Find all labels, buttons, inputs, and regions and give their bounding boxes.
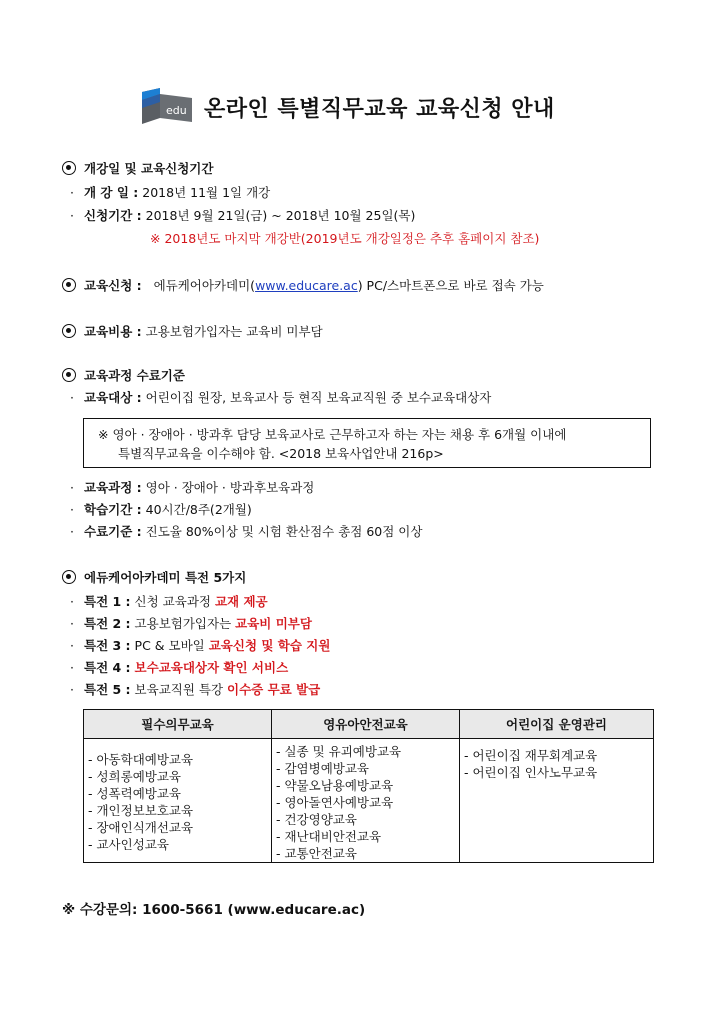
course-row: · 교육과정 : 영아 · 장애아 · 방과후보육과정: [70, 480, 315, 495]
column-header: 어린이집 운영관리: [460, 710, 654, 739]
list-item: - 아동학대예방교육: [88, 752, 194, 767]
apply-period-row: · 신청기간 : 2018년 9월 21일(금) ~ 2018년 10월 25일(목): [70, 208, 416, 223]
criteria-note-box: [83, 418, 651, 468]
table-row: [84, 739, 654, 863]
benefit-item: · 특전 1 : 신청 교육과정 교재 제공: [70, 594, 268, 609]
edu-logo: [140, 88, 194, 126]
list-item: - 어린이집 인사노무교육: [464, 765, 598, 780]
schedule-note: ※ 2018년도 마지막 개강반(2019년도 개강일정은 추후 홈페이지 참조): [150, 231, 540, 246]
table-cell-management: [460, 739, 654, 863]
target-row: · 교육대상 : 어린이집 원장, 보육교사 등 현직 보육교직원 중 보수교육대상자: [70, 390, 492, 405]
list-item: - 영아돌연사예방교육: [276, 795, 394, 810]
column-header: 영유아안전교육: [272, 710, 460, 739]
benefit-item: · 특전 4 : 보수교육대상자 확인 서비스: [70, 660, 289, 675]
table-cell-mandatory: [84, 739, 272, 863]
list-item: - 어린이집 재무회계교육: [464, 748, 598, 763]
page-title: 온라인 특별직무교육 교육신청 안내: [204, 97, 555, 122]
section-cost: 교육비용 : 고용보험가입자는 교육비 미부담: [62, 323, 323, 341]
contact-info: ※ 수강문의: 1600-5661 (www.educare.ac): [62, 902, 366, 918]
list-item: - 실종 및 유괴예방교육: [276, 744, 402, 759]
education-table: [83, 709, 654, 863]
benefit-item: · 특전 3 : PC & 모바일 교육신청 및 학습 지원: [70, 638, 331, 653]
list-item: - 개인정보보호교육: [88, 803, 194, 818]
educare-link[interactable]: www.educare.ac: [255, 278, 358, 293]
section-benefits-heading: 에듀케어아카데미 특전 5가지: [62, 569, 246, 587]
complete-row: · 수료기준 : 진도율 80%이상 및 시험 환산점수 총점 60점 이상: [70, 524, 423, 539]
circle-bullet-icon: [62, 278, 76, 292]
circle-bullet-icon: [62, 570, 76, 584]
circle-bullet-icon: [62, 161, 76, 175]
benefit-item: · 특전 5 : 보육교직원 특강 이수증 무료 발급: [70, 682, 321, 697]
list-item: - 건강영양교육: [276, 812, 357, 827]
list-item: - 교통안전교육: [276, 846, 357, 861]
header: [140, 84, 600, 126]
circle-bullet-icon: [62, 324, 76, 338]
svg-text:edu: edu: [166, 104, 187, 117]
list-item: - 감염병예방교육: [276, 761, 370, 776]
list-item: - 성희롱예방교육: [88, 769, 182, 784]
list-item: - 성폭력예방교육: [88, 786, 182, 801]
list-item: - 재난대비안전교육: [276, 829, 382, 844]
section-schedule-heading: 개강일 및 교육신청기간: [62, 160, 213, 178]
table-header-row: [84, 710, 654, 739]
list-item: - 교사인성교육: [88, 837, 169, 852]
note-line-1: ※ 영아 · 장애아 · 방과후 담당 보육교사로 근무하고자 하는 자는 채용 후 6개월 이내에: [98, 427, 567, 442]
column-header: 필수의무교육: [84, 710, 272, 739]
period-row: · 학습기간 : 40시간/8주(2개월): [70, 502, 252, 517]
list-item: - 약물오남용예방교육: [276, 778, 394, 793]
section-apply: 교육신청 : 에듀케어아카데미(www.educare.ac) PC/스마트폰으로 바로 접속 가능: [62, 277, 544, 295]
table-cell-safety: [272, 739, 460, 863]
list-item: - 장애인식개선교육: [88, 820, 194, 835]
note-line-2: 특별직무교육을 이수해야 함. <2018 보육사업안내 216p>: [118, 446, 444, 461]
benefit-item: · 특전 2 : 고용보험가입자는 교육비 미부담: [70, 616, 312, 631]
section-criteria-heading: 교육과정 수료기준: [62, 367, 185, 385]
open-date-row: · 개 강 일 : 2018년 11월 1일 개강: [70, 185, 271, 200]
circle-bullet-icon: [62, 368, 76, 382]
